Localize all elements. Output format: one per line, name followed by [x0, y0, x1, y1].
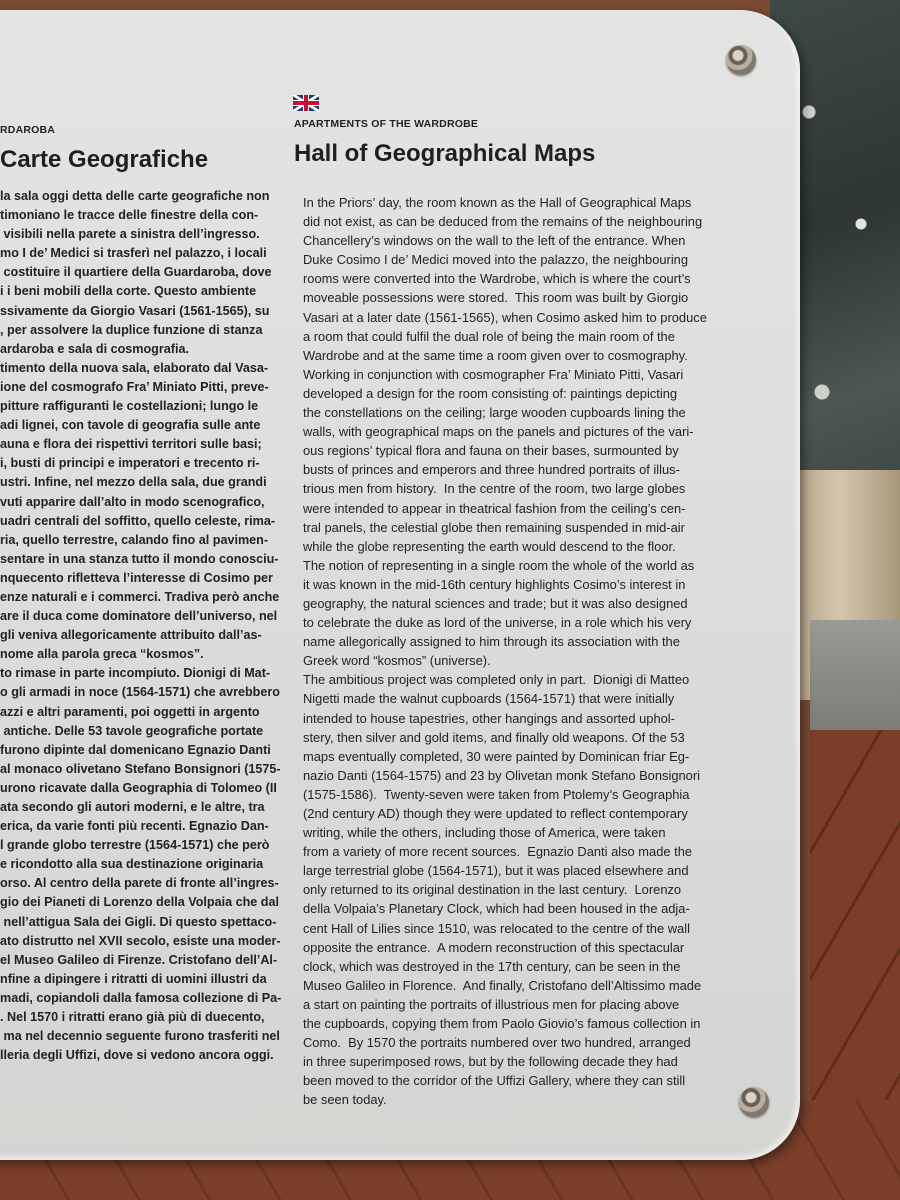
right-text-line: only returned to its original destination in the last century. Lorenzo	[303, 882, 682, 898]
left-text-line: . Nel 1570 i ritratti erano già più di duecento,	[0, 1010, 265, 1025]
left-text-line: timento della nuova sala, elaborato dal Vasa-	[0, 360, 269, 375]
right-text-line: Working in conjunction with cosmographer Fra’ Miniato Pitti, Vasari	[303, 366, 684, 382]
left-text-line: ma nel decennio seguente furono trasferiti nel	[0, 1029, 280, 1044]
right-text-line: were intended to appear in theatrical fashion from the ceiling’s cen-	[303, 500, 686, 516]
left-title: Carte Geografiche	[0, 146, 209, 173]
right-text-line: The ambitious project was completed only in part. Dionigi di Matteo	[303, 672, 690, 688]
left-text-line: ata secondo gli autori moderni, e le altre, tra	[0, 800, 265, 814]
left-text-line: nome alla parola greca “kosmos”.	[0, 647, 204, 662]
right-text-line: geography, the natural sciences and trade; but it was also designed	[303, 595, 688, 611]
right-text-line: in three superimposed rows, but by the following decade they had	[303, 1054, 678, 1070]
left-text-line: erica, da varie fonti più recenti. Egnazio Dan-	[0, 819, 269, 834]
right-text-line: (1575-1586). Twenty-seven were taken from Ptolemy’s Geographia	[303, 786, 690, 802]
left-text-line: l grande globo terrestre (1564-1571) che però	[0, 838, 270, 853]
stone-block	[810, 620, 900, 730]
right-text-line: a room that could fulfil the dual role of being the main room of the	[303, 328, 675, 344]
left-text-line: i i beni mobili della corte. Questo ambiente	[0, 284, 257, 299]
right-text-line: stery, then silver and gold items, and finally old weapons. Of the 53	[303, 729, 685, 745]
left-text-line: timoniano le tracce delle finestre della con-	[0, 208, 259, 223]
left-text-line: orso. Al centro della parete di fronte all’ingres-	[0, 876, 279, 891]
right-text-line: Wardrobe and at the same time a room given over to cosmography.	[303, 347, 688, 363]
right-text-line: from a variety of more recent sources. Egnazio Danti also made the	[303, 844, 693, 860]
left-text-line: antiche. Delle 53 tavole geografiche portate	[0, 723, 264, 738]
right-text-line: ous regions’ typical flora and fauna on their bases, surmounted by	[303, 443, 679, 459]
right-text-line: tral panels, the celestial globe then remaining suspended in mid-air	[303, 519, 685, 535]
right-text-line: the cupboards, copying them from Paolo Giovio’s famous collection in	[303, 1016, 701, 1032]
left-text-line: ato distrutto nel XVII secolo, esiste una moder-	[0, 933, 281, 948]
left-text-line: auna e flora dei rispettivi territori sulle basi;	[0, 437, 262, 452]
left-text-line: ustri. Infine, nel mezzo della sala, due grandi	[0, 475, 267, 490]
right-text-line: large terrestrial globe (1564-1571), but it was placed elsewhere and	[303, 863, 689, 879]
right-text-line: Greek word “kosmos” (universe).	[303, 653, 491, 669]
screw-icon	[739, 1087, 769, 1117]
left-text-line: e ricondotto alla sua destinazione originaria	[0, 857, 264, 872]
left-text-line: nquecento rifletteva l’interesse di Cosimo per	[0, 570, 273, 585]
right-text-line: moveable possessions were stored. This room was built by Giorgio	[303, 290, 689, 306]
left-text-line: enze naturali e i commerci. Tradiva però anche	[0, 589, 280, 604]
right-text-line: della Volpaia’s Planetary Clock, which had been housed in the adja-	[303, 901, 690, 917]
left-text-line: ria, quello terrestre, calando fino al pavimen-	[0, 532, 269, 547]
right-text-line: Museo Galileo in Florence. And finally, Cristofano dell’Altissimo made	[303, 977, 702, 993]
left-text-line: al monaco olivetano Stefano Bonsignori (1575-	[0, 761, 281, 776]
right-text-line: to celebrate the duke as lord of the universe, in a role which his very	[303, 615, 692, 631]
left-text-line: i, busti di principi e imperatori e trecento ri-	[0, 456, 260, 471]
right-text-line: rooms were converted into the Wardrobe, which is where the court’s	[303, 271, 691, 287]
left-section-label: RDAROBA	[0, 124, 56, 136]
left-text-line: adi lignei, con tavole di geografia sulle ante	[0, 418, 261, 433]
right-title: Hall of Geographical Maps	[294, 140, 596, 167]
right-text-line: Como. By 1570 the portraits numbered over two hundred, arranged	[303, 1035, 691, 1051]
screw-icon	[726, 45, 756, 75]
right-text-line: nazio Danti (1564-1575) and 23 by Olivetan monk Stefano Bonsignori	[303, 767, 700, 783]
right-text-line: the constellations on the ceiling; large wooden cupboards lining the	[303, 405, 686, 421]
left-text-line: azzi e altri paramenti, poi oggetti in argento	[0, 704, 260, 719]
right-text-line: be seen today.	[303, 1092, 387, 1108]
right-text-line: busts of princes and emperors and three hundred portraits of illus-	[303, 462, 680, 478]
left-text-line: sentare in una stanza tutto il mondo conosciu-	[0, 551, 279, 566]
left-text-line: gli veniva allegoricamente attribuito dall’as-	[0, 628, 262, 643]
right-text-line: while the globe representing the earth would descend to the floor.	[303, 538, 676, 554]
right-text-line: The notion of representing in a single room the whole of the world as	[303, 557, 695, 573]
left-text-line: vuti apparire dall’alto in modo scenografico,	[0, 494, 265, 509]
left-text-line: o gli armadi in noce (1564-1571) che avrebbero	[0, 685, 280, 700]
left-text-line: , per assolvere la duplice funzione di stanza	[0, 322, 263, 337]
right-text-line: Duke Cosimo I de’ Medici moved into the palazzo, the neighbouring	[303, 252, 689, 268]
right-body-text	[303, 193, 707, 1110]
right-text-line: walls, with geographical maps on the panels and pictures of the vari-	[303, 424, 694, 440]
right-text-line: been moved to the corridor of the Uffizi Gallery, where they can still	[303, 1073, 686, 1089]
right-text-line: Vasari at a later date (1561-1565), when Cosimo asked him to produce	[303, 309, 707, 325]
left-text-line: el Museo Galileo di Firenze. Cristofano dell’Al-	[0, 952, 278, 967]
right-text-line: opposite the entrance. A modern reconstruction of this spectacular	[303, 939, 685, 955]
left-text-line: uadri centrali del soffitto, quello celeste, rima-	[0, 513, 276, 528]
right-text-line: name allegorically assigned to him through its association with the	[303, 634, 680, 650]
right-text-line: maps eventually completed, 30 were painted by Dominican friar Eg-	[303, 748, 690, 764]
right-text-line: developed a design for the room consisting of: paintings depicting	[303, 385, 678, 401]
left-text-line: pitture raffiguranti le costellazioni; lungo le	[0, 399, 259, 414]
left-text-line: ione del cosmografo Fra’ Miniato Pitti, preve-	[0, 379, 269, 394]
right-text-line: In the Priors’ day, the room known as the Hall of Geographical Maps	[303, 195, 692, 210]
left-text-line: visibili nella parete a sinistra dell’ingresso.	[0, 227, 260, 242]
left-text-line: nfine a dipingere i ritratti di uomini illustri da	[0, 971, 267, 986]
right-text-line: trious men from history. In the centre of the room, two large globes	[303, 481, 686, 497]
left-text-line: costituire il quartiere della Guardaroba, dove	[0, 265, 272, 280]
right-text-line: (2nd century AD) though they were updated to reflect contemporary	[303, 806, 688, 821]
right-text-line: it was known in the mid-16th century highlights Cosimo’s interest in	[303, 576, 686, 592]
left-text-line: are il duca come dominatore dell’universo, nel	[0, 609, 278, 624]
uk-flag-icon	[293, 95, 319, 111]
right-text-line: clock, which was destroyed in the 17th century, can be seen in the	[303, 958, 681, 974]
right-text-line: Chancellery’s windows on the wall to the left of the entrance. When	[303, 233, 686, 249]
right-text-line: Nigetti made the walnut cupboards (1564-1571) that were initially	[303, 691, 675, 707]
left-text-line: la sala oggi detta delle carte geografiche non	[0, 189, 270, 203]
right-text-line: writing, while the others, including those of America, were taken	[303, 825, 666, 841]
left-text-line: madi, copiandoli dalla famosa collezione di Pa-	[0, 990, 282, 1005]
right-text-line: a start on painting the portraits of illustrious men for placing above	[303, 996, 680, 1012]
left-text-line: ssivamente da Giorgio Vasari (1561-1565), su	[0, 303, 270, 318]
left-text-line: furono dipinte dal domenicano Egnazio Danti	[0, 742, 271, 757]
right-section-label: APARTMENTS OF THE WARDROBE	[294, 118, 479, 130]
right-text-line: did not exist, as can be deduced from the remains of the neighbouring	[303, 214, 703, 230]
left-text-line: to rimase in parte incompiuto. Dionigi di Mat-	[0, 666, 271, 681]
right-text-line: intended to house tapestries, other hangings and assorted uphol-	[303, 710, 675, 726]
left-text-line: ardaroba e sala di cosmografia.	[0, 341, 189, 356]
right-text-line: cent Hall of Lilies since 1510, was relocated to the centre of the wall	[303, 920, 690, 936]
left-text-line: nell’attigua Sala dei Gigli. Di questo spettaco-	[0, 914, 277, 929]
left-text-line: gio dei Pianeti di Lorenzo della Volpaia che dal	[0, 895, 279, 910]
left-text-line: urono ricavate dalla Geographia di Tolomeo (II	[0, 780, 277, 795]
left-text-line: mo I de’ Medici si trasferì nel palazzo, i locali	[0, 246, 267, 261]
left-text-line: lleria degli Uffizi, dove si vedono ancora oggi.	[0, 1048, 274, 1063]
left-body-text	[0, 187, 281, 1065]
